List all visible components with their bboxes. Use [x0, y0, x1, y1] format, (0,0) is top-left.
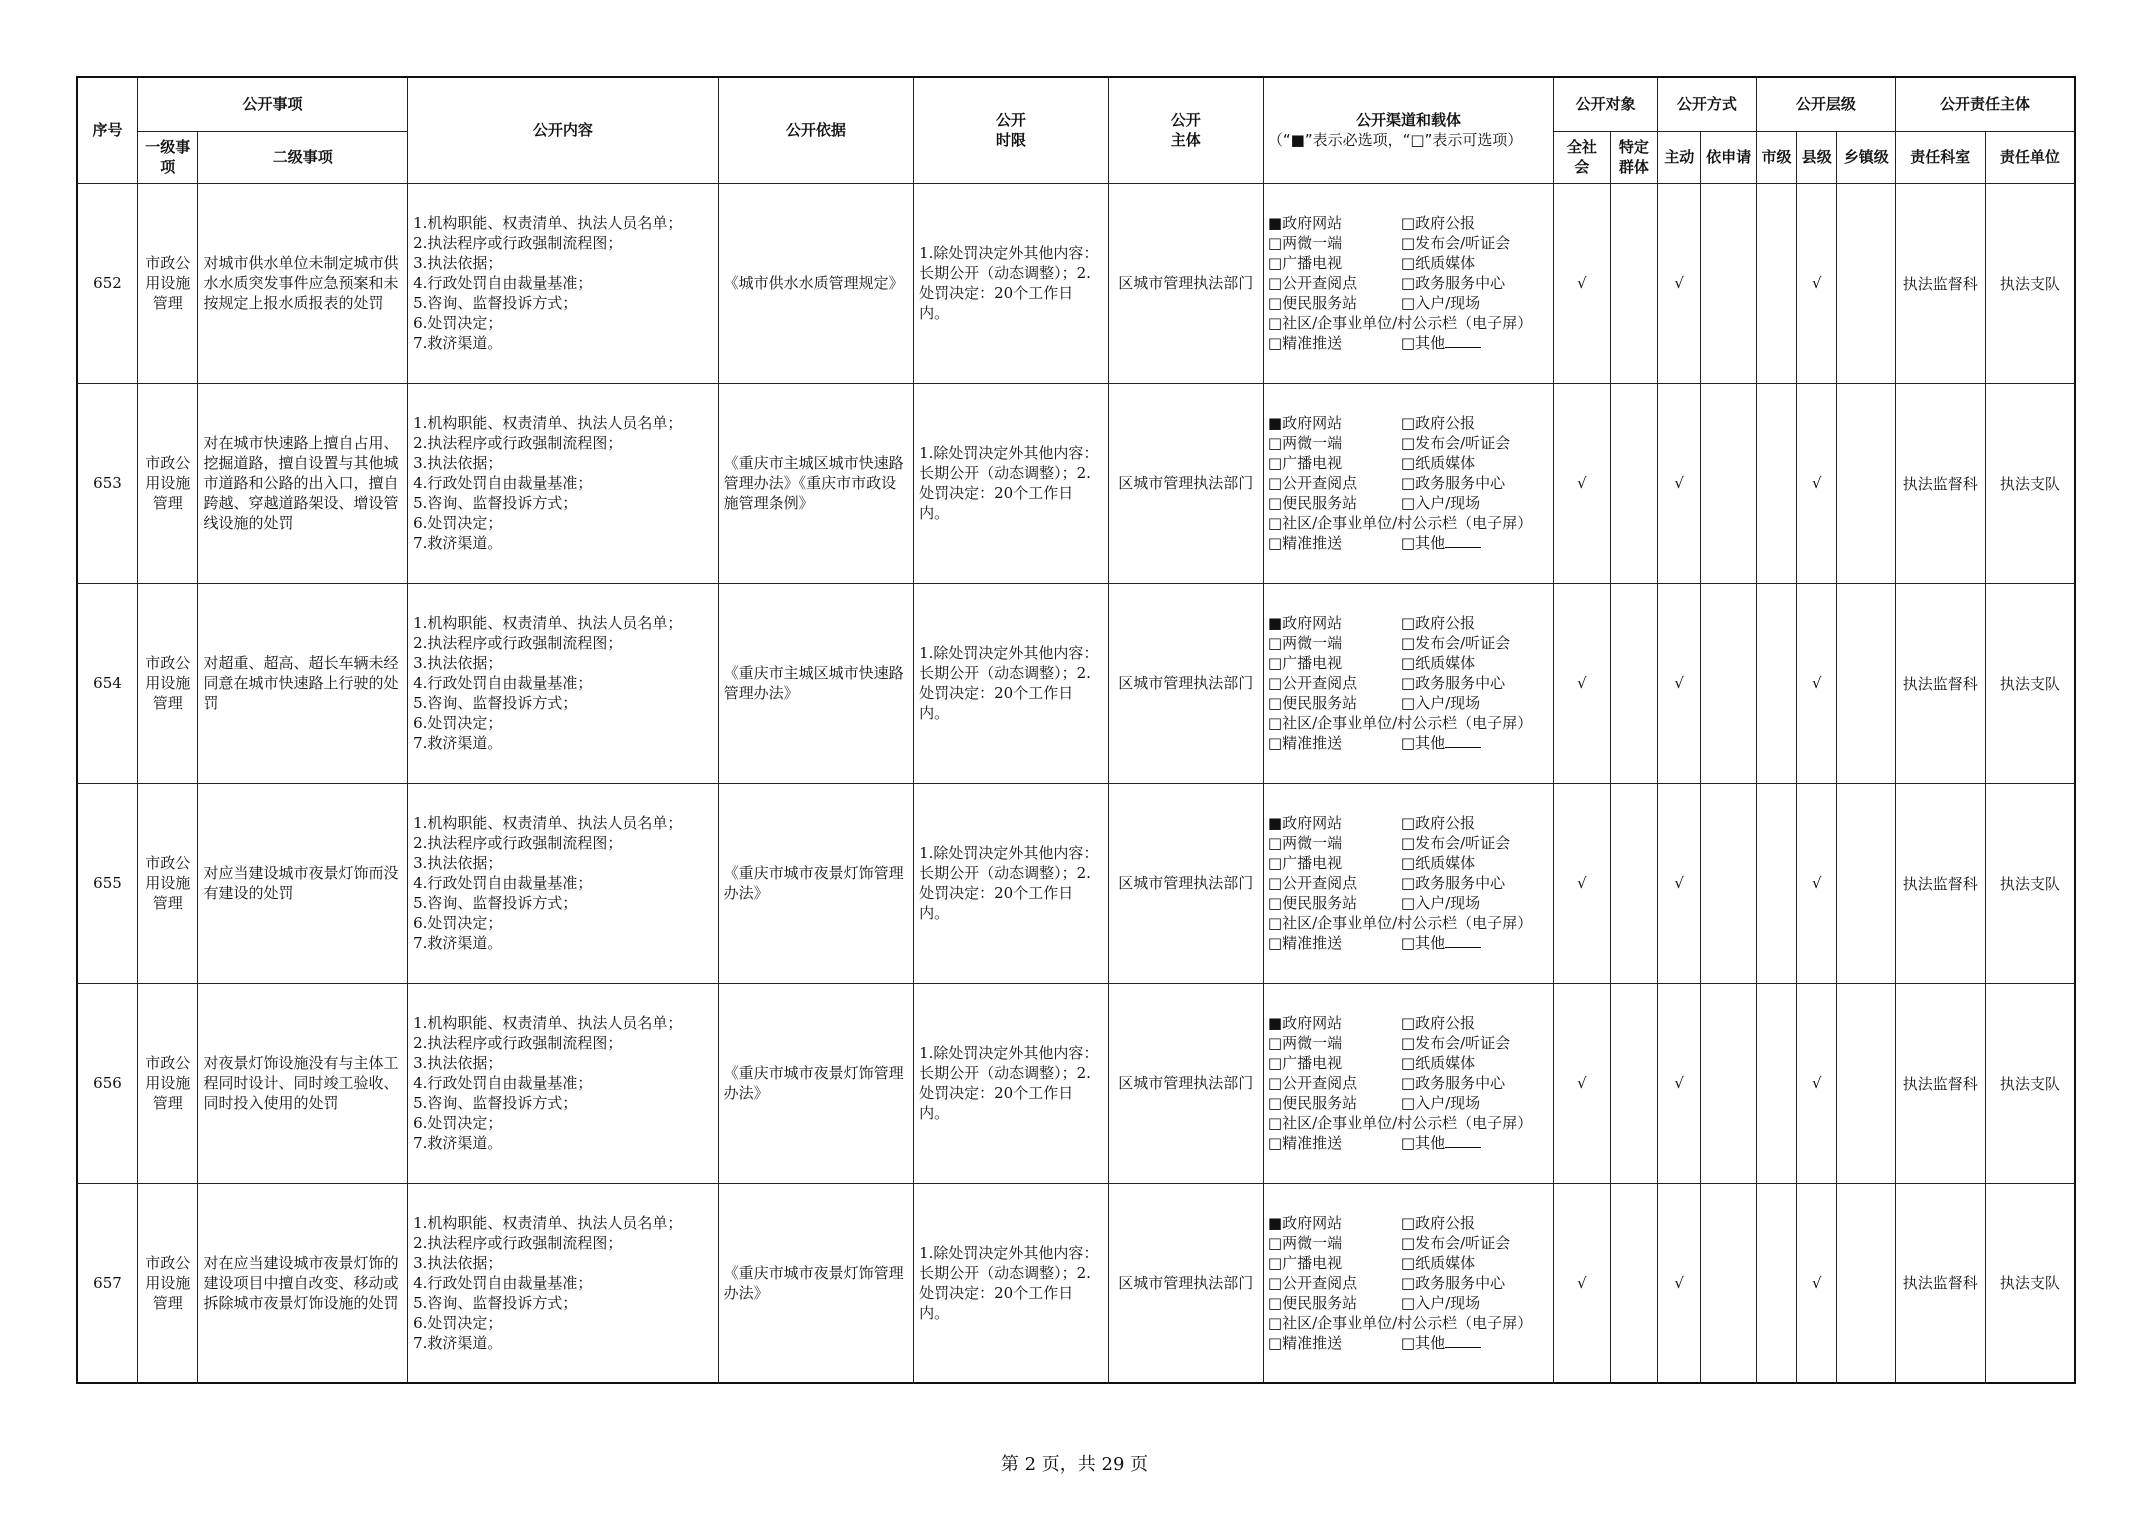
row-level2: 对超重、超高、超长车辆未经同意在城市快速路上行驶的处罚 [198, 583, 408, 783]
row-subject: 区城市管理执法部门 [1108, 1183, 1263, 1383]
channel-other: □其他 [1400, 1134, 1446, 1152]
channel-paper-media: □纸质媒体 [1400, 454, 1476, 472]
channel-push: □精准推送 [1267, 334, 1343, 352]
row-content [408, 783, 718, 983]
row-level-county: √ [1797, 983, 1837, 1183]
content-item: 3.执法依据； [413, 1253, 503, 1272]
row-level2: 对应当建设城市夜景灯饰而没有建设的处罚 [198, 783, 408, 983]
row-level-town [1837, 183, 1895, 383]
content-item: 6.处罚决定； [413, 514, 503, 532]
row-level-county: √ [1797, 583, 1837, 783]
channel-gov-bulletin: □政府公报 [1400, 814, 1476, 832]
content-item: 3.执法依据； [413, 654, 503, 672]
channel-push: □精准推送 [1267, 1134, 1343, 1152]
channel-press: □发布会/听证会 [1400, 434, 1511, 452]
channel-paper-media: □纸质媒体 [1400, 1253, 1476, 1272]
channel-paper-media: □纸质媒体 [1400, 254, 1476, 272]
channel-convenience: □便民服务站 [1267, 694, 1358, 712]
channel-reading-point: □公开查阅点 [1267, 1074, 1358, 1092]
row-resp-office: 执法监督科 [1895, 583, 1985, 783]
channel-two-micro: □两微一端 [1267, 1233, 1343, 1252]
row-content [408, 183, 718, 383]
row-target-all: √ [1554, 583, 1610, 783]
channel-other-wrap [1401, 1333, 1553, 1353]
channel-paper-media: □纸质媒体 [1400, 654, 1476, 672]
header-target-group: 公开对象 [1554, 77, 1658, 131]
other-blank-line [1445, 1335, 1481, 1348]
content-item: 2.执法程序或行政强制流程图； [413, 1233, 623, 1252]
header-level-town: 乡镇级 [1837, 131, 1895, 183]
content-item: 1.机构职能、权责清单、执法人员名单； [413, 614, 683, 632]
channel-service-center: □政务服务中心 [1400, 474, 1506, 492]
row-time-limit: 1.除处罚决定外其他内容：长期公开（动态调整）；2.处罚决定：20个工作日内。 [914, 383, 1109, 583]
channel-reading-point: □公开查阅点 [1267, 674, 1358, 692]
row-resp-unit: 执法支队 [1985, 783, 2075, 983]
content-item: 7.救济渠道。 [413, 1134, 503, 1152]
row-level-city [1756, 183, 1796, 383]
table-row [77, 983, 2075, 1183]
row-channels [1263, 583, 1553, 783]
channel-press: □发布会/听证会 [1400, 1034, 1511, 1052]
row-target-all: √ [1554, 783, 1610, 983]
channel-broadcast: □广播电视 [1267, 1253, 1343, 1272]
channel-community: □社区/企事业单位/村公示栏（电子屏） [1267, 1313, 1533, 1332]
header-level1: 一级事项 [137, 131, 197, 183]
header-channel-note: （“■”表示必选项，“□”表示可选项） [1267, 131, 1523, 150]
channel-service-center: □政务服务中心 [1400, 1074, 1506, 1092]
row-method-request [1701, 983, 1756, 1183]
row-level-city [1756, 1183, 1796, 1383]
row-resp-unit: 执法支队 [1985, 983, 2075, 1183]
channel-push: □精准推送 [1267, 934, 1343, 952]
row-basis: 《重庆市城市夜景灯饰管理办法》 [718, 983, 914, 1183]
row-level2: 对在城市快速路上擅自占用、挖掘道路，擅自设置与其他城市道路和公路的出入口，擅自跨越、穿越道路架设、增设管线设施的处罚 [198, 383, 408, 583]
row-level-county: √ [1797, 383, 1837, 583]
channel-community: □社区/企事业单位/村公示栏（电子屏） [1267, 914, 1533, 932]
header-level2: 二级事项 [198, 131, 408, 183]
header-target-all: 全社会 [1554, 131, 1610, 183]
channel-paper-media: □纸质媒体 [1400, 1054, 1476, 1072]
content-item: 6.处罚决定； [413, 1313, 503, 1332]
row-content [408, 583, 718, 783]
header-resp-unit: 责任单位 [1985, 131, 2075, 183]
content-item: 3.执法依据； [413, 1054, 503, 1072]
row-level-city [1756, 383, 1796, 583]
row-method-active: √ [1658, 583, 1701, 783]
channel-push: □精准推送 [1267, 1333, 1343, 1352]
row-resp-office: 执法监督科 [1895, 783, 1985, 983]
content-item: 4.行政处罚自由裁量基准； [413, 874, 593, 892]
other-blank-line [1445, 935, 1481, 948]
content-item: 5.咨询、监督投诉方式； [413, 294, 578, 312]
other-blank-line [1445, 335, 1481, 348]
row-method-request [1701, 583, 1756, 783]
row-target-specific [1610, 1183, 1657, 1383]
row-time-limit: 1.除处罚决定外其他内容：长期公开（动态调整）；2.处罚决定：20个工作日内。 [914, 583, 1109, 783]
channel-push: □精准推送 [1267, 734, 1343, 752]
content-item: 7.救济渠道。 [413, 1333, 503, 1352]
header-content: 公开内容 [408, 77, 718, 183]
channel-community: □社区/企事业单位/村公示栏（电子屏） [1267, 1114, 1533, 1132]
channel-broadcast: □广播电视 [1267, 854, 1343, 872]
row-time-limit: 1.除处罚决定外其他内容：长期公开（动态调整）；2.处罚决定：20个工作日内。 [914, 783, 1109, 983]
row-resp-office: 执法监督科 [1895, 183, 1985, 383]
row-method-active: √ [1658, 1183, 1701, 1383]
content-item: 4.行政处罚自由裁量基准； [413, 1273, 593, 1292]
channel-gov-site: ■政府网站 [1267, 814, 1343, 832]
table-row [77, 183, 2075, 383]
row-level-county: √ [1797, 183, 1837, 383]
channel-reading-point: □公开查阅点 [1267, 474, 1358, 492]
content-item: 7.救济渠道。 [413, 934, 503, 952]
header-subject: 公开主体 [1108, 77, 1263, 183]
header-level-group: 公开层级 [1756, 77, 1895, 131]
header-resp-office: 责任科室 [1895, 131, 1985, 183]
header-level-county: 县级 [1797, 131, 1837, 183]
channel-other-wrap [1401, 933, 1553, 953]
row-basis: 《重庆市主城区城市快速路管理办法》 [718, 583, 914, 783]
channel-gov-bulletin: □政府公报 [1400, 614, 1476, 632]
row-channels [1263, 183, 1553, 383]
content-item: 3.执法依据； [413, 854, 503, 872]
row-level2: 对城市供水单位未制定城市供水水质突发事件应急预案和未按规定上报水质报表的处罚 [198, 183, 408, 383]
channel-convenience: □便民服务站 [1267, 894, 1358, 912]
content-item: 1.机构职能、权责清单、执法人员名单； [413, 1014, 683, 1032]
row-channels [1263, 383, 1553, 583]
channel-paper-media: □纸质媒体 [1400, 854, 1476, 872]
channel-press: □发布会/听证会 [1400, 834, 1511, 852]
row-resp-office: 执法监督科 [1895, 1183, 1985, 1383]
channel-service-center: □政务服务中心 [1400, 274, 1506, 292]
row-content [408, 383, 718, 583]
row-level1: 市政公用设施管理 [137, 783, 197, 983]
channel-gov-site: ■政府网站 [1267, 214, 1343, 232]
row-method-request [1701, 1183, 1756, 1383]
channel-gov-site: ■政府网站 [1267, 1213, 1343, 1232]
channel-community: □社区/企事业单位/村公示栏（电子屏） [1267, 714, 1533, 732]
content-item: 5.咨询、监督投诉方式； [413, 1094, 578, 1112]
row-resp-unit: 执法支队 [1985, 583, 2075, 783]
table-row [77, 1183, 2075, 1383]
channel-community: □社区/企事业单位/村公示栏（电子屏） [1267, 314, 1533, 332]
row-content [408, 983, 718, 1183]
row-number: 652 [77, 183, 137, 383]
row-subject: 区城市管理执法部门 [1108, 183, 1263, 383]
content-item: 6.处罚决定； [413, 914, 503, 932]
content-item: 2.执法程序或行政强制流程图； [413, 1034, 623, 1052]
row-target-specific [1610, 383, 1657, 583]
row-method-request [1701, 383, 1756, 583]
channel-door-to-door: □入户/现场 [1400, 494, 1481, 512]
row-level-city [1756, 983, 1796, 1183]
header-channel-title: 公开渠道和载体 [1356, 111, 1462, 129]
row-level1: 市政公用设施管理 [137, 383, 197, 583]
row-subject: 区城市管理执法部门 [1108, 783, 1263, 983]
row-channels [1263, 983, 1553, 1183]
channel-reading-point: □公开查阅点 [1267, 1273, 1358, 1292]
header-method-group: 公开方式 [1658, 77, 1757, 131]
row-number: 653 [77, 383, 137, 583]
row-level2: 对夜景灯饰设施没有与主体工程同时设计、同时竣工验收、同时投入使用的处罚 [198, 983, 408, 1183]
other-blank-line [1445, 735, 1481, 748]
row-level-town [1837, 1183, 1895, 1383]
row-channels [1263, 1183, 1553, 1383]
row-level1: 市政公用设施管理 [137, 183, 197, 383]
row-method-active: √ [1658, 783, 1701, 983]
channel-door-to-door: □入户/现场 [1400, 894, 1481, 912]
row-target-all: √ [1554, 183, 1610, 383]
other-blank-line [1445, 1135, 1481, 1148]
channel-broadcast: □广播电视 [1267, 654, 1343, 672]
content-item: 5.咨询、监督投诉方式； [413, 694, 578, 712]
header-time-limit: 公开时限 [914, 77, 1109, 183]
channel-door-to-door: □入户/现场 [1400, 694, 1481, 712]
row-content [408, 1183, 718, 1383]
channel-gov-site: ■政府网站 [1267, 614, 1343, 632]
content-item: 7.救济渠道。 [413, 534, 503, 552]
header-seq: 序号 [77, 77, 137, 183]
row-subject: 区城市管理执法部门 [1108, 583, 1263, 783]
row-time-limit: 1.除处罚决定外其他内容：长期公开（动态调整）；2.处罚决定：20个工作日内。 [914, 1183, 1109, 1383]
row-time-limit: 1.除处罚决定外其他内容：长期公开（动态调整）；2.处罚决定：20个工作日内。 [914, 183, 1109, 383]
channel-reading-point: □公开查阅点 [1267, 274, 1358, 292]
channel-press: □发布会/听证会 [1400, 234, 1511, 252]
row-basis: 《重庆市城市夜景灯饰管理办法》 [718, 783, 914, 983]
channel-broadcast: □广播电视 [1267, 1054, 1343, 1072]
content-item: 2.执法程序或行政强制流程图； [413, 434, 623, 452]
channel-other: □其他 [1400, 334, 1446, 352]
header-item-group: 公开事项 [137, 77, 407, 131]
content-item: 7.救济渠道。 [413, 734, 503, 752]
row-target-specific [1610, 583, 1657, 783]
row-target-specific [1610, 183, 1657, 383]
row-time-limit: 1.除处罚决定外其他内容：长期公开（动态调整）；2.处罚决定：20个工作日内。 [914, 983, 1109, 1183]
row-level-county: √ [1797, 1183, 1837, 1383]
channel-two-micro: □两微一端 [1267, 434, 1343, 452]
row-channels [1263, 783, 1553, 983]
content-item: 1.机构职能、权责清单、执法人员名单； [413, 814, 683, 832]
disclosure-table [76, 76, 2076, 1384]
channel-reading-point: □公开查阅点 [1267, 874, 1358, 892]
content-item: 6.处罚决定； [413, 1114, 503, 1132]
row-method-active: √ [1658, 983, 1701, 1183]
channel-service-center: □政务服务中心 [1400, 1273, 1506, 1292]
content-item: 1.机构职能、权责清单、执法人员名单； [413, 1213, 683, 1232]
content-item: 6.处罚决定； [413, 314, 503, 332]
row-method-active: √ [1658, 383, 1701, 583]
header-method-request: 依申请 [1701, 131, 1756, 183]
channel-convenience: □便民服务站 [1267, 294, 1358, 312]
channel-door-to-door: □入户/现场 [1400, 294, 1481, 312]
channel-service-center: □政务服务中心 [1400, 674, 1506, 692]
channel-press: □发布会/听证会 [1400, 1233, 1511, 1252]
channel-gov-bulletin: □政府公报 [1400, 1213, 1476, 1232]
content-item: 2.执法程序或行政强制流程图； [413, 634, 623, 652]
channel-other: □其他 [1400, 734, 1446, 752]
row-target-all: √ [1554, 1183, 1610, 1383]
content-item: 2.执法程序或行政强制流程图； [413, 234, 623, 252]
channel-door-to-door: □入户/现场 [1400, 1293, 1481, 1312]
table-row [77, 783, 2075, 983]
channel-two-micro: □两微一端 [1267, 1034, 1343, 1052]
channel-gov-site: ■政府网站 [1267, 414, 1343, 432]
row-number: 655 [77, 783, 137, 983]
row-level-city [1756, 583, 1796, 783]
channel-door-to-door: □入户/现场 [1400, 1094, 1481, 1112]
header-target-specific: 特定群体 [1610, 131, 1657, 183]
channel-two-micro: □两微一端 [1267, 234, 1343, 252]
row-resp-unit: 执法支队 [1985, 383, 2075, 583]
content-item: 4.行政处罚自由裁量基准； [413, 674, 593, 692]
row-level-town [1837, 583, 1895, 783]
row-target-specific [1610, 983, 1657, 1183]
row-level-town [1837, 383, 1895, 583]
row-number: 654 [77, 583, 137, 783]
content-item: 3.执法依据； [413, 454, 503, 472]
content-item: 1.机构职能、权责清单、执法人员名单； [413, 214, 683, 232]
content-item: 2.执法程序或行政强制流程图； [413, 834, 623, 852]
row-basis: 《重庆市城市夜景灯饰管理办法》 [718, 1183, 914, 1383]
row-level1: 市政公用设施管理 [137, 983, 197, 1183]
row-resp-office: 执法监督科 [1895, 983, 1985, 1183]
row-target-all: √ [1554, 983, 1610, 1183]
channel-community: □社区/企事业单位/村公示栏（电子屏） [1267, 514, 1533, 532]
content-item: 4.行政处罚自由裁量基准； [413, 474, 593, 492]
row-method-active: √ [1658, 183, 1701, 383]
channel-press: □发布会/听证会 [1400, 634, 1511, 652]
row-level1: 市政公用设施管理 [137, 1183, 197, 1383]
row-resp-unit: 执法支队 [1985, 183, 2075, 383]
row-basis: 《重庆市主城区城市快速路管理办法》《重庆市市政设施管理条例》 [718, 383, 914, 583]
table-row [77, 583, 2075, 783]
row-level-town [1837, 783, 1895, 983]
channel-push: □精准推送 [1267, 534, 1343, 552]
channel-gov-bulletin: □政府公报 [1400, 1014, 1476, 1032]
row-method-request [1701, 783, 1756, 983]
channel-two-micro: □两微一端 [1267, 834, 1343, 852]
row-level-town [1837, 983, 1895, 1183]
row-level2: 对在应当建设城市夜景灯饰的建设项目中擅自改变、移动或拆除城市夜景灯饰设施的处罚 [198, 1183, 408, 1383]
content-item: 5.咨询、监督投诉方式； [413, 894, 578, 912]
channel-gov-site: ■政府网站 [1267, 1014, 1343, 1032]
header-level-city: 市级 [1756, 131, 1796, 183]
channel-gov-bulletin: □政府公报 [1400, 214, 1476, 232]
channel-broadcast: □广播电视 [1267, 254, 1343, 272]
page-footer: 第 2 页，共 29 页 [1000, 1454, 1149, 1475]
row-target-all: √ [1554, 383, 1610, 583]
row-target-specific [1610, 783, 1657, 983]
channel-convenience: □便民服务站 [1267, 1094, 1358, 1112]
channel-convenience: □便民服务站 [1267, 494, 1358, 512]
channel-service-center: □政务服务中心 [1400, 874, 1506, 892]
content-item: 6.处罚决定； [413, 714, 503, 732]
row-basis: 《城市供水水质管理规定》 [718, 183, 914, 383]
channel-other: □其他 [1400, 934, 1446, 952]
row-level1: 市政公用设施管理 [137, 583, 197, 783]
channel-other: □其他 [1400, 1333, 1446, 1352]
header-channel [1263, 77, 1553, 183]
row-subject: 区城市管理执法部门 [1108, 383, 1263, 583]
table-row [77, 383, 2075, 583]
content-item: 1.机构职能、权责清单、执法人员名单； [413, 414, 683, 432]
content-item: 4.行政处罚自由裁量基准； [413, 1074, 593, 1092]
row-number: 657 [77, 1183, 137, 1383]
content-item: 3.执法依据； [413, 254, 503, 272]
header-basis: 公开依据 [718, 77, 914, 183]
channel-convenience: □便民服务站 [1267, 1293, 1358, 1312]
channel-other: □其他 [1400, 534, 1446, 552]
row-number: 656 [77, 983, 137, 1183]
other-blank-line [1445, 535, 1481, 548]
row-method-request [1701, 183, 1756, 383]
channel-gov-bulletin: □政府公报 [1400, 414, 1476, 432]
channel-other-wrap [1401, 1133, 1553, 1153]
row-subject: 区城市管理执法部门 [1108, 983, 1263, 1183]
channel-other-wrap [1401, 533, 1553, 553]
row-resp-office: 执法监督科 [1895, 383, 1985, 583]
header-resp-group: 公开责任主体 [1895, 77, 2075, 131]
row-level-county: √ [1797, 783, 1837, 983]
content-item: 4.行政处罚自由裁量基准； [413, 274, 593, 292]
row-level-city [1756, 783, 1796, 983]
channel-other-wrap [1401, 733, 1553, 753]
header-method-active: 主动 [1658, 131, 1701, 183]
channel-broadcast: □广播电视 [1267, 454, 1343, 472]
content-item: 7.救济渠道。 [413, 334, 503, 352]
channel-two-micro: □两微一端 [1267, 634, 1343, 652]
row-resp-unit: 执法支队 [1985, 1183, 2075, 1383]
content-item: 5.咨询、监督投诉方式； [413, 1293, 578, 1312]
content-item: 5.咨询、监督投诉方式； [413, 494, 578, 512]
channel-other-wrap [1401, 333, 1553, 353]
